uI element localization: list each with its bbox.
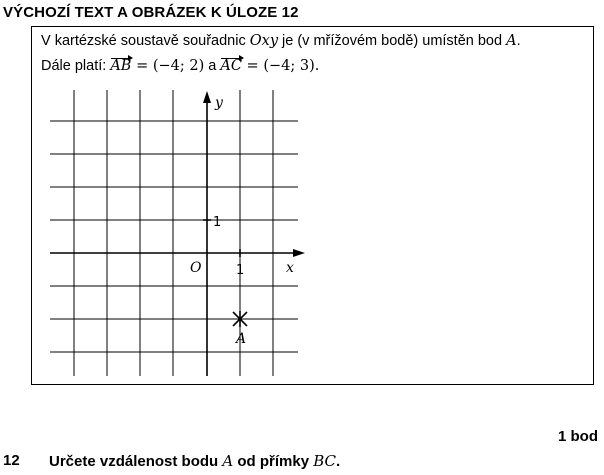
intro-part: V kartézské soustavě souřadnic [41,33,250,49]
question-part: od přímky [233,453,314,470]
point-symbol: A [506,33,517,49]
x-unit-label: 1 [236,263,245,278]
given-conj: a [204,58,221,74]
question-point: A [222,452,234,470]
question-part: . [336,453,341,470]
grid-lines [50,90,298,376]
points-label: 1 bod [558,428,598,445]
x-axis-arrow [293,249,305,257]
x-axis-label: x [286,260,294,276]
point-a-label: A [236,331,247,347]
question-line: BC [313,452,337,470]
intro-part: je (v mřížovém bodě) umístěn bod [278,33,507,49]
vector-ac: AC [220,58,242,74]
system-symbol: Oxy [249,33,279,49]
given-prefix: Dále platí: [41,58,111,74]
vector-ab: AB [110,58,132,74]
intro-part: . [516,33,521,49]
y-unit-label: 1 [213,215,222,230]
question-text [49,452,340,470]
y-axis-arrow [203,91,211,103]
vector-ac-value: = (−4; 3). [241,58,320,74]
vector-ab-value: = (−4; 2) [131,58,205,74]
question-part: Určete vzdálenost bodu [49,453,223,470]
y-axis-label: y [215,95,223,111]
section-heading: VÝCHOZÍ TEXT A OBRÁZEK K ÚLOZE 12 [3,4,299,21]
question-number: 12 [3,452,20,469]
origin-label: O [190,260,202,276]
